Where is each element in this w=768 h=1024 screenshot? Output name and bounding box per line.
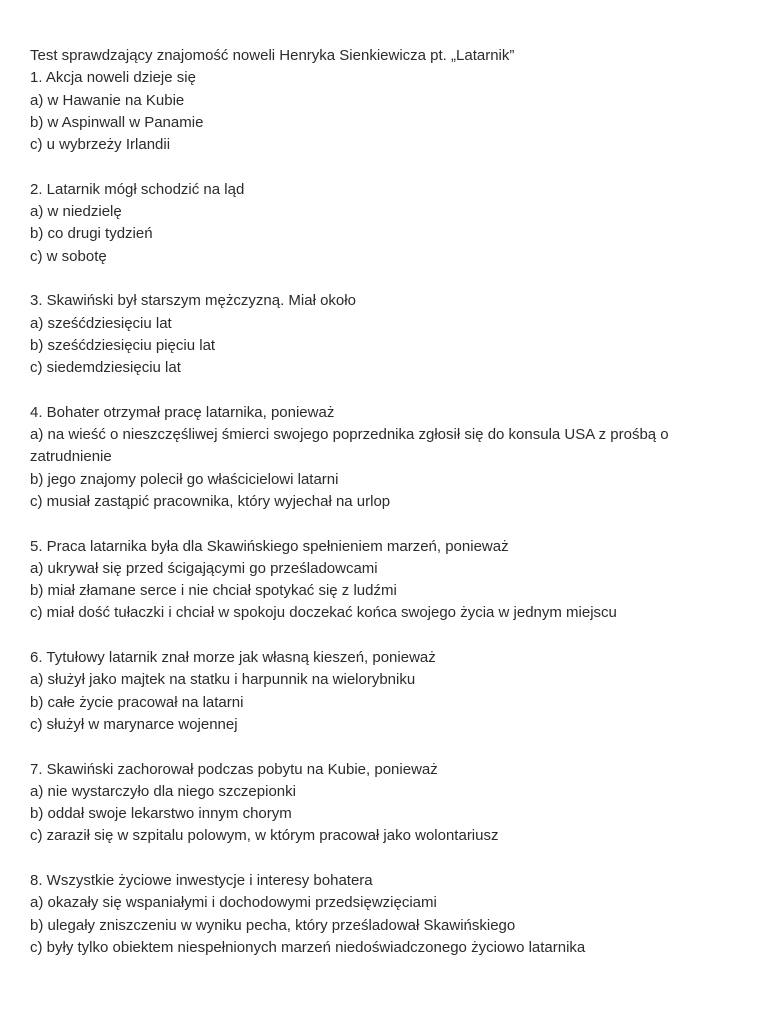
question-6 [30, 647, 745, 736]
answer-c: c) siedemdziesięciu lat [30, 359, 181, 377]
question-text: 6. Tytułowy latarnik znał morze jak własną kieszeń, ponieważ [30, 649, 436, 667]
answer-c: c) u wybrzeży Irlandii [30, 136, 171, 154]
answer-a: a) służył jako majtek na statku i harpunnik na wielorybniku [30, 671, 416, 689]
answer-b: b) oddał swoje lekarstwo innym chorym [30, 805, 292, 823]
answer-c: c) zaraził się w szpitalu polowym, w którym pracował jako wolontariusz [30, 827, 499, 845]
question-1 [30, 67, 745, 156]
question-text: 7. Skawiński zachorował podczas pobytu na Kubie, ponieważ [30, 760, 438, 778]
question-4 [30, 402, 745, 513]
answer-c: c) były tylko obiektem niespełnionych marzeń niedoświadczonego życiowo latarnika [30, 938, 586, 956]
question-text: 4. Bohater otrzymał pracę latarnika, ponieważ [30, 403, 335, 421]
question-2 [30, 179, 745, 268]
answer-a: a) okazały się wspaniałymi i dochodowymi przedsięwzięciami [30, 894, 437, 912]
answer-a: a) sześćdziesięciu lat [30, 314, 172, 332]
answer-c: c) miał dość tułaczki i chciał w spokoju doczekać końca swojego życia w jednym miejscu [30, 604, 617, 622]
answer-b: b) co drugi tydzień [30, 225, 153, 243]
answer-b: b) miał złamane serce i nie chciał spotykać się z ludźmi [30, 582, 397, 600]
answer-a: a) nie wystarczyło dla niego szczepionki [30, 782, 296, 800]
question-text: 5. Praca latarnika była dla Skawińskiego spełnieniem marzeń, ponieważ [30, 537, 509, 555]
answer-c: c) w sobotę [30, 247, 107, 265]
question-5 [30, 536, 745, 625]
question-3 [30, 290, 745, 379]
answer-a: a) w Hawanie na Kubie [30, 91, 185, 109]
answer-a: a) na wieść o nieszczęśliwej śmierci swojego poprzednika zgłosił się do konsula USA z prośbą o zatrudnienie [30, 426, 669, 466]
answer-b: b) ulegały zniszczeniu w wyniku pecha, który prześladował Skawińskiego [30, 916, 516, 934]
answer-c: c) służył w marynarce wojennej [30, 715, 238, 733]
answer-a: a) ukrywał się przed ścigającymi go prześladowcami [30, 559, 378, 577]
question-text: 2. Latarnik mógł schodzić na ląd [30, 180, 245, 198]
answer-b: b) całe życie pracował na latarni [30, 693, 244, 711]
answer-b: b) w Aspinwall w Panamie [30, 113, 204, 131]
answer-b: b) jego znajomy polecił go właścicielowi latarni [30, 470, 339, 488]
question-8 [30, 870, 745, 959]
document-body [30, 45, 745, 981]
question-text: 1. Akcja noweli dzieje się [30, 69, 196, 87]
answer-a: a) w niedzielę [30, 203, 122, 221]
question-7 [30, 759, 745, 848]
answer-b: b) sześćdziesięciu pięciu lat [30, 336, 216, 354]
document-title: Test sprawdzający znajomość noweli Henryka Sienkiewicza pt. „Latarnik” [30, 47, 515, 64]
question-text: 8. Wszystkie życiowe inwestycje i interesy bohatera [30, 871, 373, 889]
question-text: 3. Skawiński był starszym mężczyzną. Miał około [30, 292, 356, 310]
answer-c: c) musiał zastąpić pracownika, który wyjechał na urlop [30, 492, 391, 510]
